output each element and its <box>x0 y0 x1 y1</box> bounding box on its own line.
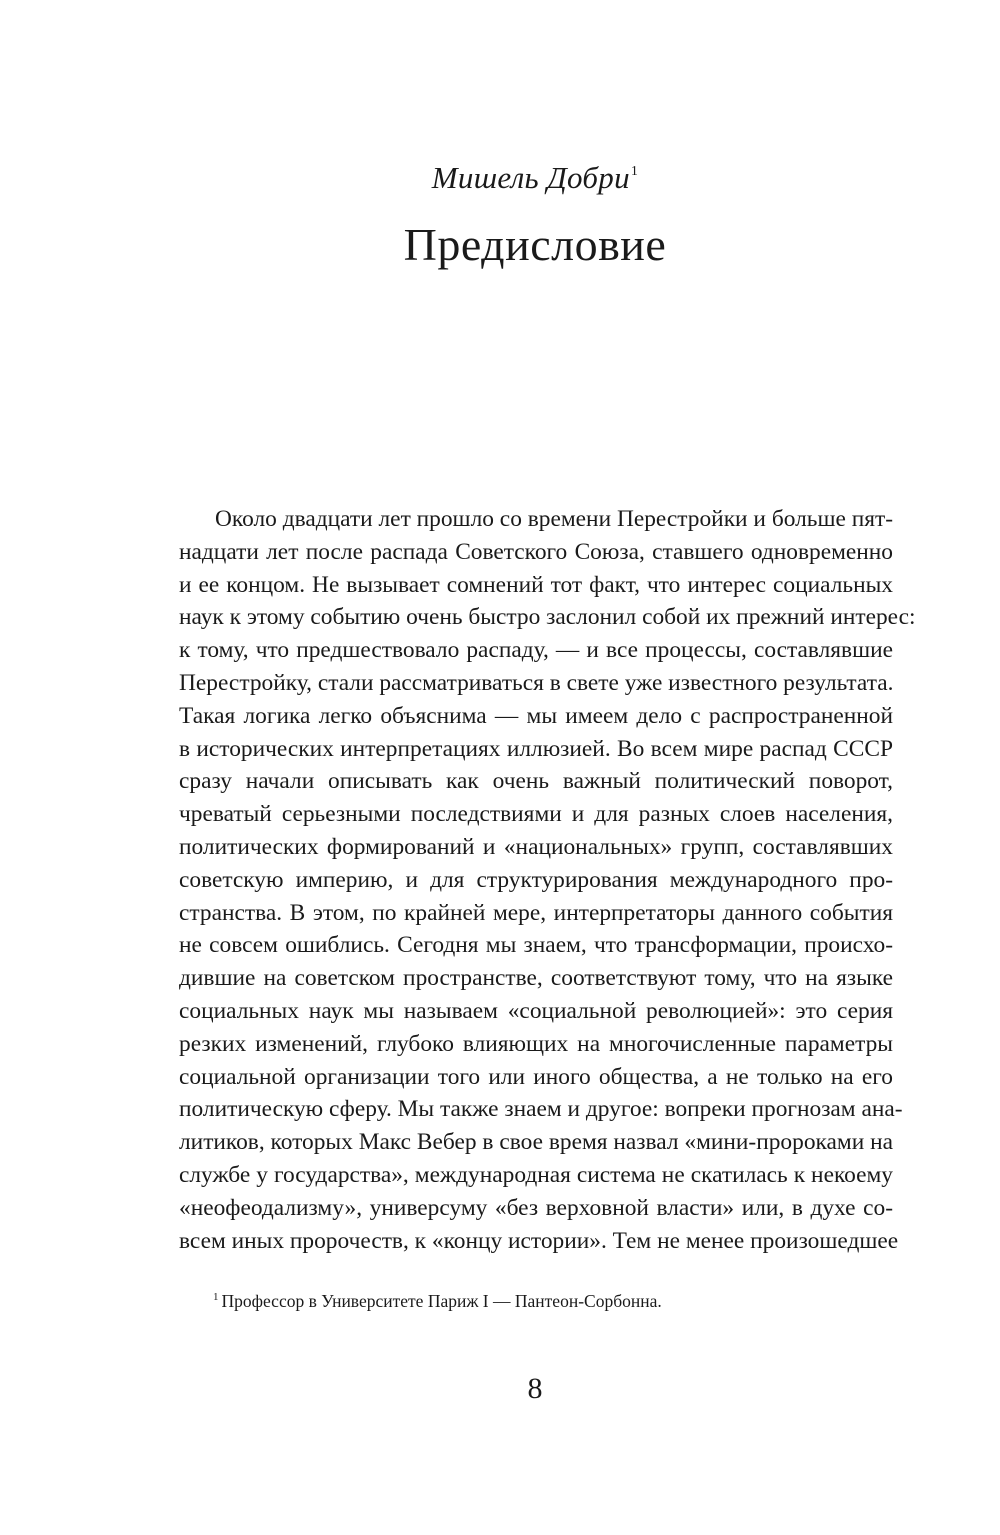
text-line: социальной организации того или иного общества, а не только на его <box>179 1063 893 1090</box>
text-line: дившие на советском пространстве, соответствуют тому, что на языке <box>179 965 893 992</box>
text-line: сразу начали описывать как очень важный политический поворот, <box>179 768 893 795</box>
text-line: к тому, что предшествовало распаду, — и все процессы, составлявшие <box>179 637 893 664</box>
text-line: Перестройку, стали рассматриваться в свете уже известного результата. <box>179 669 894 696</box>
text-line: советскую империю, и для структурирования международного про- <box>179 866 893 893</box>
body-paragraph <box>179 503 916 1257</box>
text-line: «неофеодализму», универсуму «без верховной власти» или, в духе со- <box>179 1194 893 1221</box>
footnote-mark: 1 <box>213 1291 219 1303</box>
footnote <box>213 1291 662 1312</box>
text-line: не совсем ошиблись. Сегодня мы знаем, что трансформации, происхо- <box>179 932 893 959</box>
text-line: всем иных пророчеств, к «концу истории». Тем не менее произошедшее <box>179 1227 899 1254</box>
text-line: социальных наук мы называем «социальной революцией»: это серия <box>179 997 893 1024</box>
footnote-text: Профессор в Университете Париж I — Пантеон-Сорбонна. <box>221 1291 662 1311</box>
text-line: Такая логика легко объяснима — мы имеем дело с распространенной <box>179 702 893 729</box>
footnote-reference-mark[interactable]: 1 <box>630 164 639 179</box>
author-name-text: Мишель Добри <box>431 160 630 195</box>
text-line: Около двадцати лет прошло со времени Перестройки и больше пят- <box>215 506 893 532</box>
page-number: 8 <box>527 1372 543 1405</box>
text-line: службе у государства», международная система не скатилась к некоему <box>179 1161 893 1188</box>
text-line: резких изменений, глубоко влияющих на многочисленные параметры <box>179 1030 893 1057</box>
text-line: чреватый серьезными последствиями и для разных слоев населения, <box>179 801 893 828</box>
author-name <box>0 160 1000 196</box>
text-line: и ее концом. Не вызывает сомнений тот факт, что интерес социальных <box>179 571 893 598</box>
text-line: политическую сферу. Мы также знаем и другое: вопреки прогнозам ана- <box>179 1096 903 1123</box>
text-line: политических формирований и «национальных» групп, составлявших <box>179 833 893 860</box>
chapter-title: Предисловие <box>403 219 667 270</box>
text-line: литиков, которых Макс Вебер в свое время назвал «мини-пророками на <box>179 1129 893 1156</box>
text-line: наук к этому событию очень быстро заслонил собой их прежний интерес: <box>179 604 916 631</box>
text-line: в исторических интерпретациях иллюзией. Во всем мире распад СССР <box>179 735 893 762</box>
text-line: странства. В этом, по крайней мере, интерпретаторы данного события <box>179 899 893 926</box>
text-line: надцати лет после распада Советского Союза, ставшего одновременно <box>179 538 893 565</box>
